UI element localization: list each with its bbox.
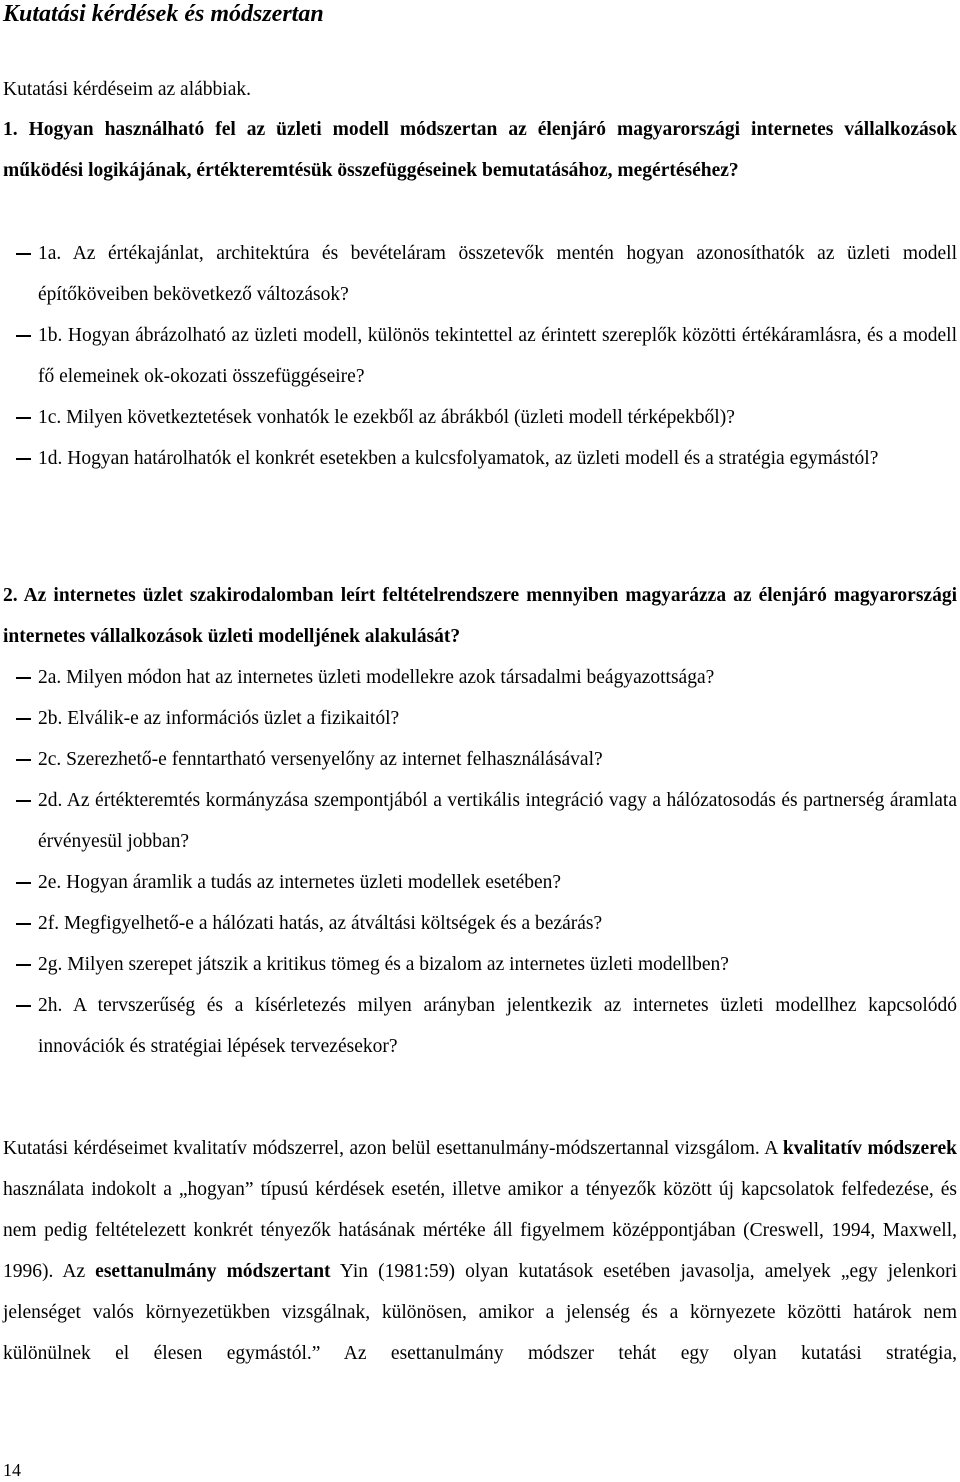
dash-bullet-icon [16,1005,31,1007]
subquestion-2h: 2h. A tervszerűség és a kísérletezés milyen arányban jelentkezik az internetes üzleti modellhez kapcsolódó innovációk és stratégiai lépések tervezésekor? [3,985,957,1067]
subquestion-2e: 2e. Hogyan áramlik a tudás az internetes üzleti modellek esetében? [3,862,957,903]
subquestion-1a: 1a. Az értékajánlat, architektúra és bevételáram összetevők mentén hogyan azonosíthatók az üzleti modell építőköveiben bekövetkező változások? [3,233,957,315]
dash-bullet-icon [16,800,31,802]
intro-text: Kutatási kérdéseim az alábbiak. [3,79,251,100]
dash-bullet-icon [16,882,31,884]
subquestion-2g: 2g. Milyen szerepet játszik a kritikus tömeg és a bizalom az internetes üzleti modellben? [3,944,957,985]
subquestion-1c: 1c. Milyen következtetések vonhatók le ezekből az ábrákból (üzleti modell térképekből)? [3,397,957,438]
subquestion-2a: 2a. Milyen módon hat az internetes üzleti modellekre azok társadalmi beágyazottsága? [3,657,957,698]
section-title: Kutatási kérdések és módszertan [3,1,324,27]
subquestion-1b: 1b. Hogyan ábrázolható az üzleti modell, különös tekintettel az érintett szereplők közötti értékáramlásra, és a modell fő elemeinek ok-okozati összefüggéseire? [3,315,957,397]
methodology-paragraph: Kutatási kérdéseimet kvalitatív módszerrel, azon belül esettanulmány-módszertannal vizsgálom. A kvalitatív módszerek használata indokolt a „hogyan” típusú kérdések esetén, illetve amikor a tényezők között új kapcsolatok felfedezése, és nem pedig feltételezett konkrét tényezők hatásának mértéke áll figyelmem középpontjában (Creswell, 1994, Maxwell, 1996). Az esettanulmány módszertant Yin (1981:59) olyan kutatások esetében javasolja, amelyek „egy jelenkori jelenséget valós környezetükben vizsgálnak, különösen, amikor a jelenség és a környezete közötti határok nem különülnek el élesen egymástól.” Az esettanulmány módszer tehát egy olyan kutatási stratégia, [3,1138,958,1364]
dash-bullet-icon [16,253,31,255]
dash-bullet-icon [16,718,31,720]
question-1-subquestions [3,233,957,479]
subquestion-1d: 1d. Hogyan határolhatók el konkrét esetekben a kulcsfolyamatok, az üzleti modell és a stratégia egymástól? [3,438,957,479]
dash-bullet-icon [16,964,31,966]
emphasis-case-study-method: esettanulmány módszertant [95,1261,331,1282]
dash-bullet-icon [16,923,31,925]
question-2-subquestions [3,657,957,1067]
subquestion-2d: 2d. Az értékteremtés kormányzása szempontjából a vertikális integráció vagy a hálózatosodás és partnerség áramlata érvényesül jobban? [3,780,957,862]
research-question-1: 1. Hogyan használható fel az üzleti modell módszertan az élenjáró magyarországi internetes vállalkozások működési logikájának, értékteremtésük összefüggéseinek bemutatásához, megértéséhez? [3,119,957,181]
dash-bullet-icon [16,458,31,460]
emphasis-qualitative-methods: kvalitatív módszerek [782,1138,957,1159]
subquestion-2f: 2f. Megfigyelhető-e a hálózati hatás, az átváltási költségek és a bezárás? [3,903,957,944]
dash-bullet-icon [16,417,31,419]
page-number: 14 [3,1460,21,1480]
dash-bullet-icon [16,335,31,337]
dash-bullet-icon [16,759,31,761]
dash-bullet-icon [16,677,31,679]
subquestion-2b: 2b. Elválik-e az információs üzlet a fizikaitól? [3,698,957,739]
research-question-2: 2. Az internetes üzlet szakirodalomban leírt feltételrendszere mennyiben magyarázza az élenjáró magyarországi internetes vállalkozások üzleti modelljének alakulását? [3,585,957,647]
subquestion-2c: 2c. Szerezhető-e fenntartható versenyelőny az internet felhasználásával? [3,739,957,780]
